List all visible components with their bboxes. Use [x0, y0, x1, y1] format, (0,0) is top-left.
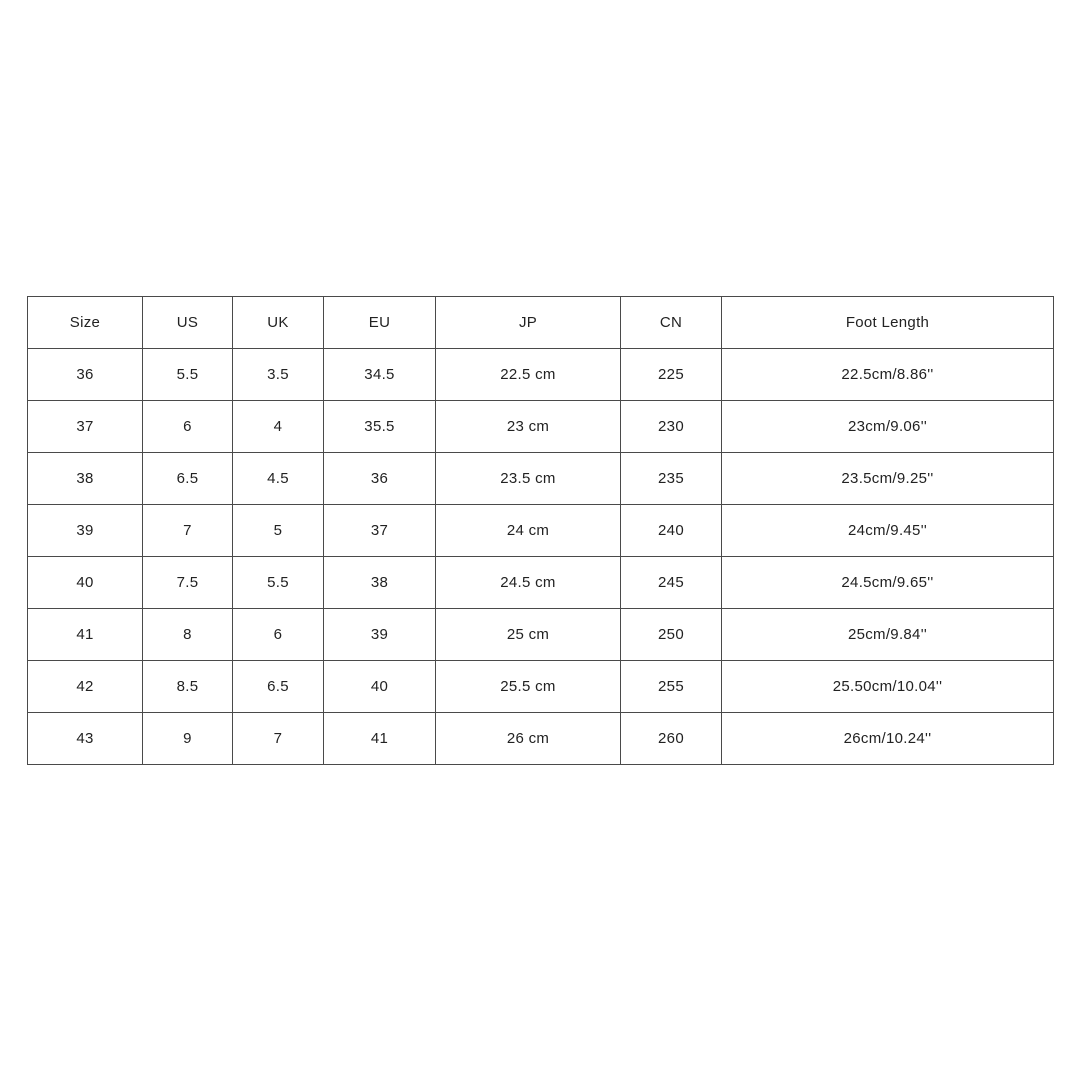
cell-jp: 24.5 cm: [436, 557, 621, 609]
header-foot-length: Foot Length: [722, 297, 1054, 349]
cell-cn: 235: [621, 453, 722, 505]
cell-cn: 260: [621, 713, 722, 765]
cell-eu: 41: [324, 713, 436, 765]
cell-uk: 5: [233, 505, 324, 557]
table-row: [28, 401, 1054, 453]
cell-us: 7: [143, 505, 233, 557]
cell-us: 6: [143, 401, 233, 453]
cell-us: 6.5: [143, 453, 233, 505]
cell-size: 38: [28, 453, 143, 505]
cell-foot-length: 26cm/10.24'': [722, 713, 1054, 765]
cell-jp: 23.5 cm: [436, 453, 621, 505]
cell-eu: 35.5: [324, 401, 436, 453]
cell-eu: 37: [324, 505, 436, 557]
cell-cn: 230: [621, 401, 722, 453]
header-row: [28, 297, 1054, 349]
table-row: [28, 661, 1054, 713]
cell-jp: 23 cm: [436, 401, 621, 453]
cell-foot-length: 25cm/9.84'': [722, 609, 1054, 661]
cell-cn: 225: [621, 349, 722, 401]
cell-uk: 6.5: [233, 661, 324, 713]
header-us: US: [143, 297, 233, 349]
cell-uk: 3.5: [233, 349, 324, 401]
cell-uk: 4: [233, 401, 324, 453]
cell-size: 43: [28, 713, 143, 765]
cell-cn: 255: [621, 661, 722, 713]
cell-size: 40: [28, 557, 143, 609]
cell-uk: 7: [233, 713, 324, 765]
cell-us: 5.5: [143, 349, 233, 401]
cell-jp: 26 cm: [436, 713, 621, 765]
cell-cn: 245: [621, 557, 722, 609]
table-row: [28, 713, 1054, 765]
cell-size: 42: [28, 661, 143, 713]
cell-foot-length: 25.50cm/10.04'': [722, 661, 1054, 713]
header-cn: CN: [621, 297, 722, 349]
cell-uk: 5.5: [233, 557, 324, 609]
cell-us: 7.5: [143, 557, 233, 609]
cell-eu: 34.5: [324, 349, 436, 401]
cell-foot-length: 23.5cm/9.25'': [722, 453, 1054, 505]
cell-eu: 36: [324, 453, 436, 505]
cell-foot-length: 22.5cm/8.86'': [722, 349, 1054, 401]
cell-size: 41: [28, 609, 143, 661]
cell-eu: 38: [324, 557, 436, 609]
header-uk: UK: [233, 297, 324, 349]
cell-jp: 25.5 cm: [436, 661, 621, 713]
cell-eu: 40: [324, 661, 436, 713]
cell-foot-length: 24.5cm/9.65'': [722, 557, 1054, 609]
cell-jp: 22.5 cm: [436, 349, 621, 401]
header-jp: JP: [436, 297, 621, 349]
cell-cn: 240: [621, 505, 722, 557]
cell-cn: 250: [621, 609, 722, 661]
header-eu: EU: [324, 297, 436, 349]
cell-size: 36: [28, 349, 143, 401]
cell-uk: 4.5: [233, 453, 324, 505]
cell-jp: 24 cm: [436, 505, 621, 557]
table-row: [28, 609, 1054, 661]
cell-jp: 25 cm: [436, 609, 621, 661]
cell-foot-length: 24cm/9.45'': [722, 505, 1054, 557]
cell-size: 39: [28, 505, 143, 557]
table-row: [28, 349, 1054, 401]
cell-us: 8.5: [143, 661, 233, 713]
cell-us: 9: [143, 713, 233, 765]
table-row: [28, 453, 1054, 505]
cell-foot-length: 23cm/9.06'': [722, 401, 1054, 453]
cell-eu: 39: [324, 609, 436, 661]
table-row: [28, 557, 1054, 609]
header-size: Size: [28, 297, 143, 349]
size-chart-table: [27, 296, 1054, 765]
cell-us: 8: [143, 609, 233, 661]
cell-uk: 6: [233, 609, 324, 661]
table-row: [28, 505, 1054, 557]
cell-size: 37: [28, 401, 143, 453]
